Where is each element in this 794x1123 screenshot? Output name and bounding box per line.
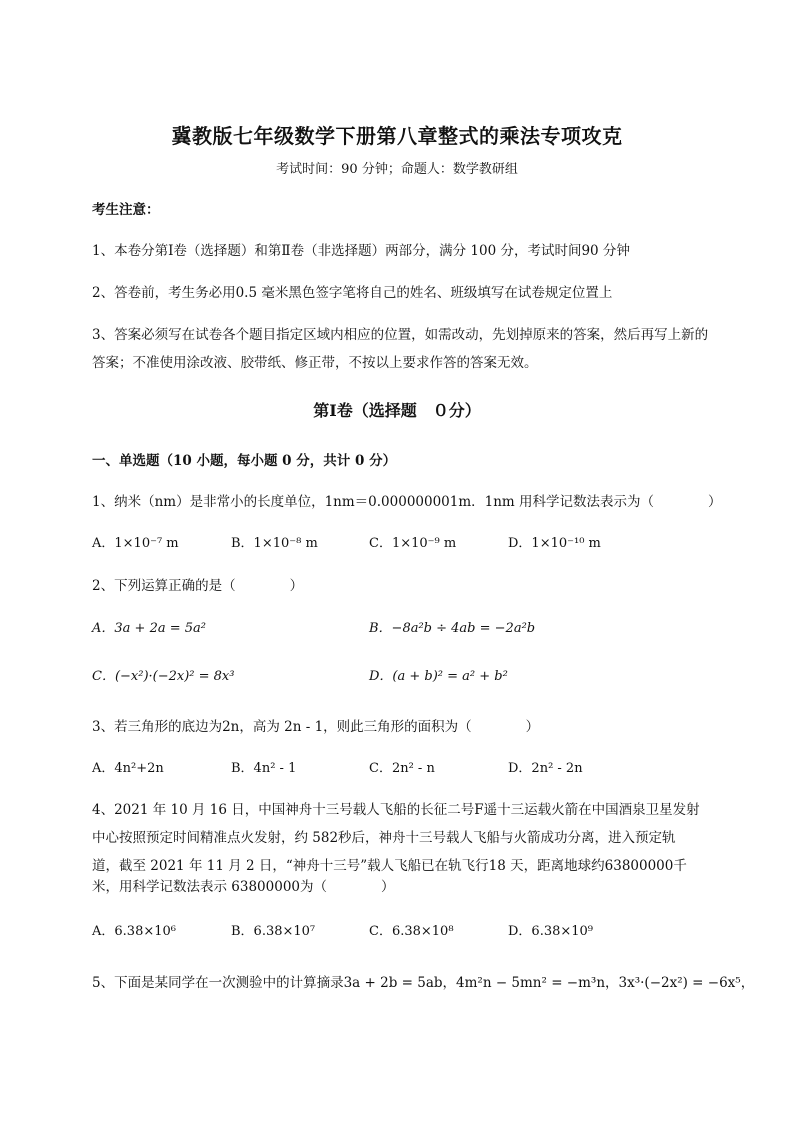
question-5-stem: 5、下面是某同学在一次测验中的计算摘录3a + 2b = 5ab，4m²n − 5mn² = −m³n，3x³·(−2x²) = −6x⁵， <box>92 975 755 991</box>
question-2-option-a[interactable]: A．3a + 2a = 5a² <box>92 621 206 636</box>
question-2-stem: 2、下列运算正确的是（ ） <box>92 578 304 594</box>
notice-item-1: 1、本卷分第Ⅰ卷（选择题）和第Ⅱ卷（非选择题）两部分，满分 100 分，考试时间90 分钟 <box>92 243 630 259</box>
notice-item-2: 2、答卷前，考生务必用0.5 毫米黑色签字笔将自己的姓名、班级填写在试卷规定位置上 <box>92 285 613 301</box>
question-3-option-c[interactable]: C．2n² - n <box>369 761 435 776</box>
question-1-stem: 1、纳米（nm）是非常小的长度单位，1nm＝0.000000001m．1nm 用科学记数法表示为（ ） <box>92 494 722 510</box>
question-2-option-b[interactable]: B．−8a²b ÷ 4ab = −2a²b <box>369 621 536 636</box>
question-3-option-a[interactable]: A．4n²+2n <box>92 761 164 776</box>
notice-heading: 考生注意： <box>92 202 160 218</box>
question-4-option-b[interactable]: B．6.38×10⁷ <box>231 924 316 939</box>
exam-subtitle: 考试时间：90 分钟；命题人：数学教研组 <box>276 162 518 177</box>
question-4-stem-line-2: 中心按照预定时间精准点火发射，约 582秒后，神舟十三号载人飞船与火箭成功分离，进入预定轨 <box>92 830 676 846</box>
exam-title: 冀教版七年级数学下册第八章整式的乘法专项攻克 <box>171 124 623 148</box>
question-4-stem-line-1: 4、2021 年 10 月 16 日，中国神舟十三号载人飞船的长征二号F遥十三运载火箭在中国酒泉卫星发射 <box>92 802 700 818</box>
question-4-option-d[interactable]: D．6.38×10⁹ <box>508 924 594 939</box>
section-heading: 一、单选题（10 小题，每小题 0 分，共计 0 分） <box>92 453 397 469</box>
question-3-stem: 3、若三角形的底边为2n，高为 2n - 1，则此三角形的面积为（ ） <box>92 719 540 735</box>
question-1-option-b[interactable]: B．1×10⁻⁸ m <box>231 536 318 551</box>
question-3-option-d[interactable]: D．2n² - 2n <box>508 761 583 776</box>
question-4-stem-line-3: 道，截至 2021 年 11 月 2 日，“神舟十三号”载人飞船已在轨飞行18 天，距离地球约63800000千 <box>92 858 687 874</box>
question-1-option-a[interactable]: A．1×10⁻⁷ m <box>92 536 179 551</box>
notice-item-3: 3、答案必须写在试卷各个题目指定区域内相应的位置，如需改动，先划掉原来的答案，然后再写上新的答案；不准使用涂改液、胶带纸、修正带，不按以上要求作答的答案无效。 <box>92 327 709 371</box>
question-4-stem-line-4: 米，用科学记数法表示 63800000为（ ） <box>92 879 395 895</box>
section-title: 第Ⅰ卷（选择题 ０分） <box>313 401 481 420</box>
question-4-option-c[interactable]: C．6.38×10⁸ <box>369 924 454 939</box>
question-1-option-c[interactable]: C．1×10⁻⁹ m <box>369 536 457 551</box>
question-3-option-b[interactable]: B．4n² - 1 <box>231 761 297 776</box>
question-4-option-a[interactable]: A．6.38×10⁶ <box>92 924 176 939</box>
question-1-option-d[interactable]: D．1×10⁻¹⁰ m <box>508 536 601 551</box>
question-2-option-d[interactable]: D．(a + b)² = a² + b² <box>369 669 508 684</box>
question-2-option-c[interactable]: C．(−x²)·(−2x)² = 8x³ <box>92 669 235 684</box>
